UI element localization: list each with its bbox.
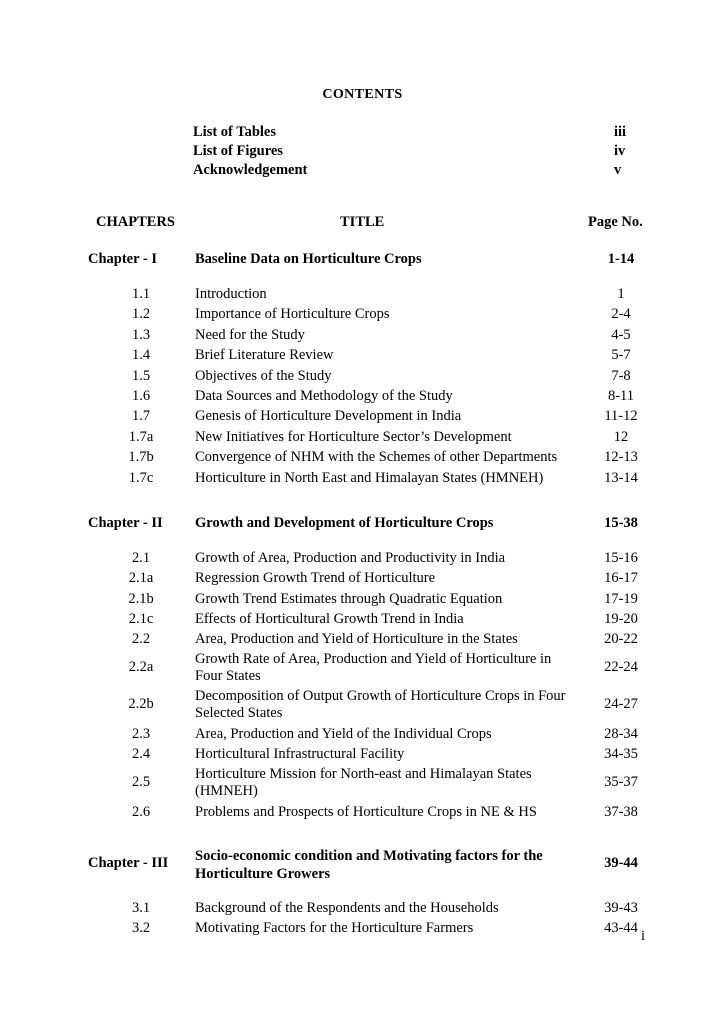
column-header-page-no: Page No. <box>588 214 643 230</box>
front-matter-row <box>0 161 725 180</box>
section-number: 2.1b <box>128 590 154 607</box>
chapter-number: Chapter - I <box>88 251 158 267</box>
section-number: 1.1 <box>131 286 151 302</box>
section-page-number: 28-34 <box>604 725 638 742</box>
chapter-page-number: 39-44 <box>604 855 638 872</box>
section-number: 3.2 <box>131 920 151 937</box>
section-page-number: 35-37 <box>604 773 638 790</box>
section-number: 1.7c <box>128 469 154 486</box>
section-row[interactable] <box>0 898 725 918</box>
section-number: 1.2 <box>131 306 151 323</box>
column-header-chapters: CHAPTERS <box>96 214 175 230</box>
section-number: 1.7 <box>131 408 151 425</box>
section-row[interactable] <box>0 765 725 802</box>
section-title: Convergence of NHM with the Schemes of other Departments <box>195 449 558 466</box>
section-title: Area, Production and Yield of the Individual Crops <box>195 725 492 742</box>
section-number: 1.7b <box>128 449 154 466</box>
section-page-number: 8-11 <box>607 387 635 404</box>
section-page-number: 13-14 <box>604 469 638 486</box>
section-row[interactable] <box>0 568 725 588</box>
section-gap <box>0 488 725 511</box>
section-title: Growth Rate of Area, Production and Yield of Horticulture in Four States <box>195 650 552 685</box>
section-title: Problems and Prospects of Horticulture Crops in NE & HS <box>195 803 537 820</box>
chapter-row[interactable] <box>0 247 725 271</box>
chapter-title: Baseline Data on Horticulture Crops <box>195 251 422 267</box>
section-row[interactable] <box>0 386 725 406</box>
front-matter-page: iv <box>614 143 626 159</box>
section-number: 2.6 <box>131 803 151 820</box>
chapter-number: Chapter - II <box>88 514 163 531</box>
section-number: 1.4 <box>131 347 151 364</box>
section-number: 2.2b <box>128 695 154 712</box>
section-page-number: 37-38 <box>604 803 638 820</box>
section-row[interactable] <box>0 325 725 345</box>
front-matter-label: List of Figures <box>193 143 283 159</box>
section-row[interactable] <box>0 687 725 724</box>
section-number: 2.1c <box>128 611 154 628</box>
section-title: Growth of Area, Production and Productivity in India <box>195 549 506 566</box>
section-row[interactable] <box>0 629 725 649</box>
section-number: 2.2a <box>128 658 154 675</box>
front-matter-label: Acknowledgement <box>193 162 308 178</box>
section-row[interactable] <box>0 284 725 304</box>
folio-number: i <box>641 928 646 944</box>
section-row[interactable] <box>0 447 725 467</box>
section-page-number: 5-7 <box>611 347 631 364</box>
section-title: Data Sources and Methodology of the Study <box>195 387 453 404</box>
chapter-title: Socio-economic condition and Motivating factors for the Horticulture Growers <box>195 848 543 883</box>
section-row[interactable] <box>0 468 725 488</box>
section-number: 2.2 <box>131 631 151 648</box>
section-page-number: 7-8 <box>611 367 631 384</box>
section-title: Background of the Respondents and the Households <box>195 900 499 917</box>
section-title: Brief Literature Review <box>195 347 334 364</box>
front-matter-list <box>0 123 725 180</box>
section-title: Effects of Horticultural Growth Trend in India <box>195 611 464 628</box>
chapter-gap <box>0 535 725 548</box>
front-matter-page: iii <box>614 124 627 140</box>
chapter-number: Chapter - III <box>88 855 169 872</box>
section-page-number: 24-27 <box>604 695 638 712</box>
section-title: Decomposition of Output Growth of Horticulture Crops in Four Selected States <box>195 687 566 722</box>
section-number: 2.1 <box>131 549 151 566</box>
section-title: Area, Production and Yield of Horticulture in the States <box>195 631 518 648</box>
front-matter-row <box>0 142 725 161</box>
section-title: Horticulture in North East and Himalayan States (HMNEH) <box>195 469 544 486</box>
section-page-number: 34-35 <box>604 746 638 763</box>
section-row[interactable] <box>0 609 725 629</box>
front-matter-label: List of Tables <box>193 124 276 140</box>
section-page-number: 4-5 <box>611 326 631 343</box>
section-row[interactable] <box>0 744 725 764</box>
column-header-title: TITLE <box>340 214 385 230</box>
section-row[interactable] <box>0 304 725 324</box>
page-title: CONTENTS <box>322 87 403 102</box>
section-title: Horticulture Mission for North-east and Himalayan States (HMNEH) <box>195 765 532 800</box>
section-title: Need for the Study <box>195 326 305 343</box>
section-number: 2.1a <box>128 570 154 587</box>
front-matter-page: v <box>614 162 622 178</box>
section-row[interactable] <box>0 366 725 386</box>
section-page-number: 19-20 <box>604 611 638 628</box>
section-gap <box>0 822 725 845</box>
section-page-number: 22-24 <box>604 658 638 675</box>
section-page-number: 12 <box>613 428 629 445</box>
section-title: Horticultural Infrastructural Facility <box>195 746 405 763</box>
section-row[interactable] <box>0 918 725 938</box>
chapter-title: Growth and Development of Horticulture Crops <box>195 514 494 531</box>
section-page-number: 16-17 <box>604 570 638 587</box>
section-title: Regression Growth Trend of Horticulture <box>195 570 436 587</box>
chapter-gap <box>0 271 725 284</box>
chapter-page-number: 15-38 <box>604 514 638 531</box>
section-row[interactable] <box>0 345 725 365</box>
section-title: Introduction <box>195 286 267 302</box>
column-header-row <box>0 214 725 234</box>
section-page-number: 12-13 <box>604 449 638 466</box>
section-title: Importance of Horticulture Crops <box>195 306 390 323</box>
section-number: 2.3 <box>131 725 151 742</box>
section-page-number: 15-16 <box>604 549 638 566</box>
section-page-number: 39-43 <box>604 900 638 917</box>
table-of-contents <box>0 247 725 939</box>
section-title: Motivating Factors for the Horticulture Farmers <box>195 920 474 937</box>
chapter-row[interactable] <box>0 845 725 885</box>
section-page-number: 17-19 <box>604 590 638 607</box>
section-row[interactable] <box>0 427 725 447</box>
chapter-page-number: 1-14 <box>607 251 635 267</box>
chapter-row[interactable] <box>0 511 725 535</box>
section-row[interactable] <box>0 406 725 426</box>
section-number: 1.6 <box>131 387 151 404</box>
section-title: Genesis of Horticulture Development in India <box>195 408 462 425</box>
section-title: Growth Trend Estimates through Quadratic Equation <box>195 590 503 607</box>
section-title: New Initiatives for Horticulture Sector’s Development <box>195 428 512 445</box>
section-page-number: 1 <box>617 286 625 302</box>
section-row[interactable] <box>0 548 725 568</box>
section-row[interactable] <box>0 802 725 822</box>
section-row[interactable] <box>0 650 725 687</box>
section-page-number: 43-44 <box>604 920 638 937</box>
section-page-number: 2-4 <box>611 306 631 323</box>
front-matter-row <box>0 123 725 142</box>
section-number: 1.7a <box>128 428 154 445</box>
section-page-number: 11-12 <box>604 408 638 425</box>
section-number: 3.1 <box>131 900 151 917</box>
section-number: 1.3 <box>131 326 151 343</box>
section-number: 2.5 <box>131 773 151 790</box>
section-number: 2.4 <box>131 746 151 763</box>
section-number: 1.5 <box>131 367 151 384</box>
section-page-number: 20-22 <box>604 631 638 648</box>
section-row[interactable] <box>0 724 725 744</box>
section-row[interactable] <box>0 589 725 609</box>
chapter-gap <box>0 885 725 898</box>
section-title: Objectives of the Study <box>195 367 332 384</box>
